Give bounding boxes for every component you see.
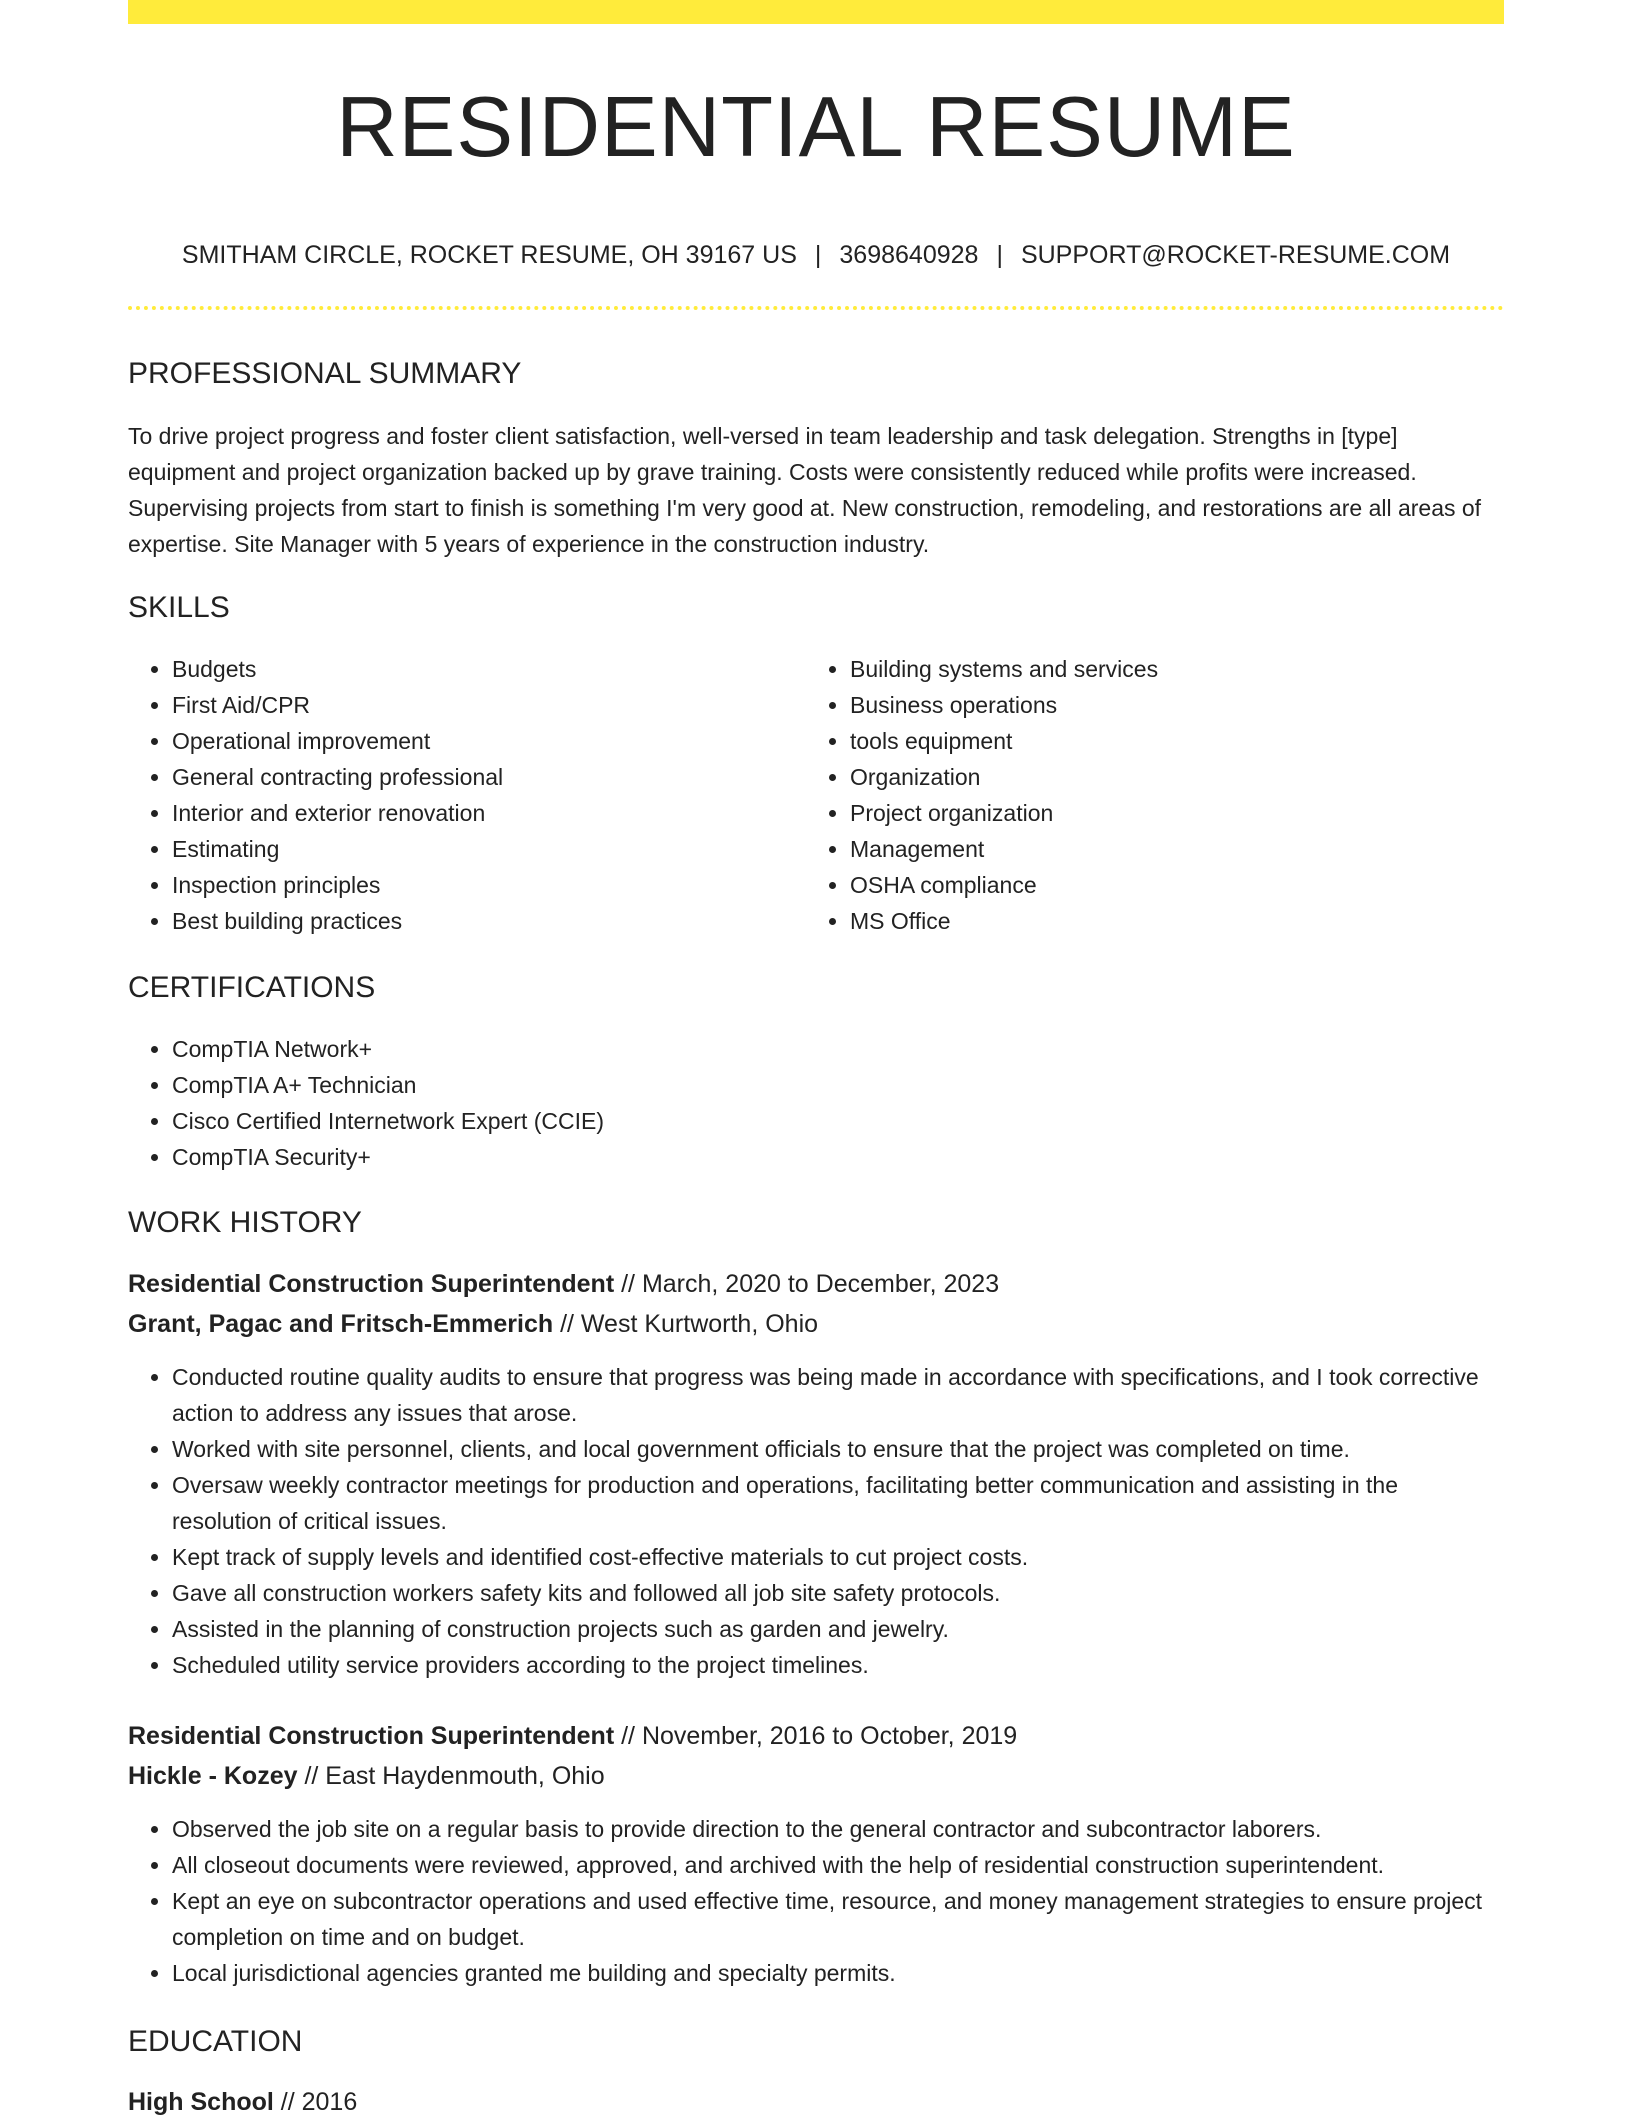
contact-separator: | xyxy=(814,241,822,269)
skill-item: • First Aid/CPR xyxy=(172,687,812,723)
job-bullet: • Conducted routine quality audits to ensure that progress was being made in accordance with specifications, and I took corrective action to address any issues that arose. xyxy=(172,1359,1504,1431)
job-dates: // November, 2016 to October, 2019 xyxy=(621,1722,1018,1750)
certification-item: • CompTIA Security+ xyxy=(172,1139,1472,1175)
contact-phone: 3698640928 xyxy=(839,241,979,269)
skill-item: • Project organization xyxy=(850,795,1490,831)
summary-text: To drive project progress and foster client satisfaction, well-versed in team leadership and task delegation. Strengths in [type] equipment and project organization backed up by grave training. Costs were consistently reduced while profits were increased. Supervising projects from start to finish is something I'm very good at. New construction, remodeling, and restorations are all areas of expertise. Site Manager with 5 years of experience in the construction industry. xyxy=(128,423,1482,557)
job-title-line xyxy=(128,1717,1017,1755)
skill-item: • General contracting professional xyxy=(172,759,812,795)
contact-email: SUPPORT@ROCKET-RESUME.COM xyxy=(1020,241,1451,269)
certification-item: • CompTIA A+ Technician xyxy=(172,1067,1472,1103)
skill-item: • Operational improvement xyxy=(172,723,812,759)
resume-name: RESIDENTIAL RESUME xyxy=(336,80,1296,175)
job-location: // East Haydenmouth, Ohio xyxy=(304,1762,605,1790)
job-bullets xyxy=(128,1359,1504,1683)
job-company: Hickle - Kozey xyxy=(128,1762,298,1790)
job-bullet: • Scheduled utility service providers according to the project timelines. xyxy=(172,1647,1504,1683)
job-dates: // March, 2020 to December, 2023 xyxy=(621,1270,1000,1298)
job-location: // West Kurtworth, Ohio xyxy=(560,1310,819,1338)
job-title-line xyxy=(128,1265,999,1303)
certifications-list xyxy=(128,1031,1472,1175)
job-role: Residential Construction Superintendent xyxy=(128,1722,615,1750)
contact-line xyxy=(128,238,1504,272)
job-bullet: • Assisted in the planning of construction projects such as garden and jewelry. xyxy=(172,1611,1504,1647)
certification-item: • Cisco Certified Internetwork Expert (CCIE) xyxy=(172,1103,1472,1139)
skills-list-left xyxy=(128,651,812,939)
education-year: // 2016 xyxy=(280,2088,358,2116)
skill-item: • MS Office xyxy=(850,903,1490,939)
skill-item: • Organization xyxy=(850,759,1490,795)
education-heading: EDUCATION xyxy=(128,2025,303,2058)
skill-item: • Inspection principles xyxy=(172,867,812,903)
contact-address: SMITHAM CIRCLE, ROCKET RESUME, OH 39167 US xyxy=(181,241,797,269)
certifications-heading: CERTIFICATIONS xyxy=(128,971,376,1004)
skill-item: • OSHA compliance xyxy=(850,867,1490,903)
education-line xyxy=(128,2083,357,2121)
job-company-line xyxy=(128,1757,605,1795)
job-company-line xyxy=(128,1305,818,1343)
skill-item: • Building systems and services xyxy=(850,651,1490,687)
skills-heading: SKILLS xyxy=(128,591,230,624)
skill-item: • Budgets xyxy=(172,651,812,687)
job-bullets xyxy=(128,1811,1504,1991)
job-bullet: • Observed the job site on a regular basis to provide direction to the general contractor and subcontractor laborers. xyxy=(172,1811,1504,1847)
skills-list-right xyxy=(806,651,1490,939)
job-company: Grant, Pagac and Fritsch-Emmerich xyxy=(128,1310,554,1338)
skill-item: • Best building practices xyxy=(172,903,812,939)
certification-item: • CompTIA Network+ xyxy=(172,1031,1472,1067)
job-bullet: • Oversaw weekly contractor meetings for production and operations, facilitating better communication and assisting in the resolution of critical issues. xyxy=(172,1467,1504,1539)
job-bullet: • All closeout documents were reviewed, approved, and archived with the help of residential construction superintendent. xyxy=(172,1847,1504,1883)
summary-heading: PROFESSIONAL SUMMARY xyxy=(128,357,522,390)
job-bullet: • Local jurisdictional agencies granted me building and specialty permits. xyxy=(172,1955,1504,1991)
job-bullet: • Gave all construction workers safety kits and followed all job site safety protocols. xyxy=(172,1575,1504,1611)
contact-separator: | xyxy=(996,241,1003,269)
job-bullet: • Kept track of supply levels and identified cost-effective materials to cut project costs. xyxy=(172,1539,1504,1575)
skill-item: • Estimating xyxy=(172,831,812,867)
education-degree: High School xyxy=(128,2088,274,2116)
job-role: Residential Construction Superintendent xyxy=(128,1270,615,1298)
job-bullet: • Worked with site personnel, clients, and local government officials to ensure that the project was completed on time. xyxy=(172,1431,1504,1467)
work-history-heading: WORK HISTORY xyxy=(128,1206,362,1239)
skill-item: • Business operations xyxy=(850,687,1490,723)
dotted-divider xyxy=(128,306,1504,310)
skill-item: • tools equipment xyxy=(850,723,1490,759)
skill-item: • Interior and exterior renovation xyxy=(172,795,812,831)
skill-item: • Management xyxy=(850,831,1490,867)
accent-top-bar xyxy=(128,0,1504,24)
job-bullet: • Kept an eye on subcontractor operations and used effective time, resource, and money management strategies to ensure project completion on time and on budget. xyxy=(172,1883,1504,1955)
